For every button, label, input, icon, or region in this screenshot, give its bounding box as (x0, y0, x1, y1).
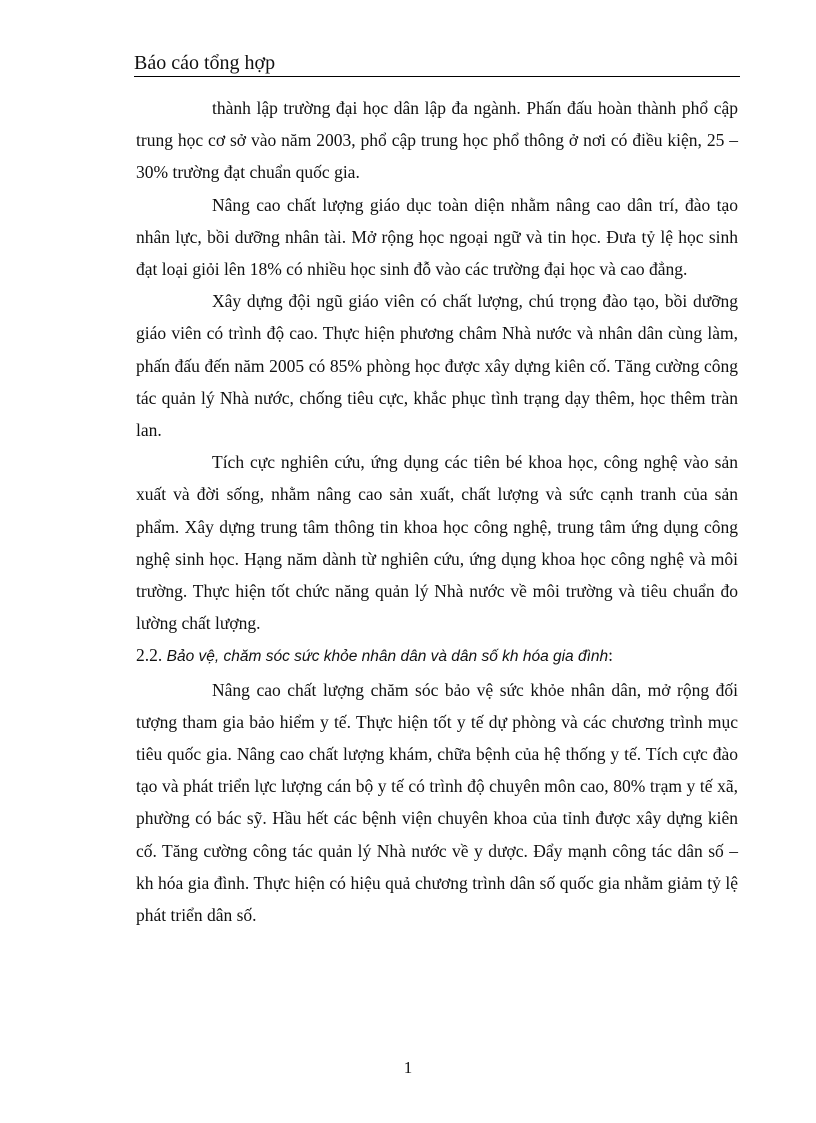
section-heading (136, 639, 738, 673)
paragraph: Nâng cao chất lượng chăm sóc bảo vệ sức khỏe nhân dân, mở rộng đối tượng tham gia bảo hiểm y tế. Thực hiện tốt y tế dự phòng và các chương trình mục tiêu quốc gia. Nâng cao chất lượng khám, chữa bệnh của hệ thống y tế. Tích cực đào tạo và phát triển lực lượng cán bộ y tế có trình độ chuyên môn cao, 80% trạm y tế xã, phường có bác sỹ. Hầu hết các bệnh viện chuyên khoa của tỉnh được xây dựng kiên cố. Tăng cường công tác quản lý Nhà nước về y dược. Đẩy mạnh công tác dân số – kh hóa gia đình. Thực hiện có hiệu quả chương trình dân số quốc gia nhằm giảm tỷ lệ phát triển dân số. (136, 679, 738, 926)
paragraph: Nâng cao chất lượng giáo dục toàn diện nhằm nâng cao dân trí, đào tạo nhân lực, bồi dưỡng nhân tài. Mở rộng học ngoại ngữ và tin học. Đưa tỷ lệ học sinh đạt loại giỏi lên 18% có nhiều học sinh đỗ vào các trường đại học và cao đẳng. (136, 194, 738, 280)
document-body (136, 92, 738, 931)
section-number: 2.2. (136, 645, 163, 666)
section-suffix: : (608, 645, 614, 666)
page-number: 1 (403, 1058, 413, 1077)
paragraph: Xây dựng đội ngũ giáo viên có chất lượng, chú trọng đào tạo, bồi dưỡng giáo viên có trình độ cao. Thực hiện phương châm Nhà nước và nhân dân cùng làm, phấn đấu đến năm 2005 có 85% phòng học được xây dựng kiên cố. Tăng cường công tác quản lý Nhà nước, chống tiêu cực, khắc phục tình trạng dạy thêm, học thêm tràn lan. (136, 291, 738, 441)
paragraph: thành lập trường đại học dân lập đa ngành. Phấn đấu hoàn thành phổ cập trung học cơ sở vào năm 2003, phổ cập trung học phổ thông ở nơi có điều kiện, 25 – 30% trường đạt chuẩn quốc gia. (136, 98, 738, 183)
header-title: Báo cáo tổng hợp (134, 52, 276, 74)
page-header (134, 50, 740, 77)
paragraph: Tích cực nghiên cứu, ứng dụng các tiên bé khoa học, công nghệ vào sản xuất và đời sống, nhằm nâng cao sản xuất, chất lượng và sức cạnh tranh của sản phẩm. Xây dựng trung tâm thông tin khoa học công nghệ, trung tâm ứng dụng công nghệ sinh học. Hạng năm dành từ nghiên cứu, ứng dụng khoa học công nghệ và môi trường. Thực hiện tốt chức năng quản lý Nhà nước về môi trường và tiêu chuẩn đo lường chất lượng. (136, 452, 738, 634)
section-title: Bảo vệ, chăm sóc sức khỏe nhân dân và dân số kh hóa gia đình (166, 648, 609, 666)
